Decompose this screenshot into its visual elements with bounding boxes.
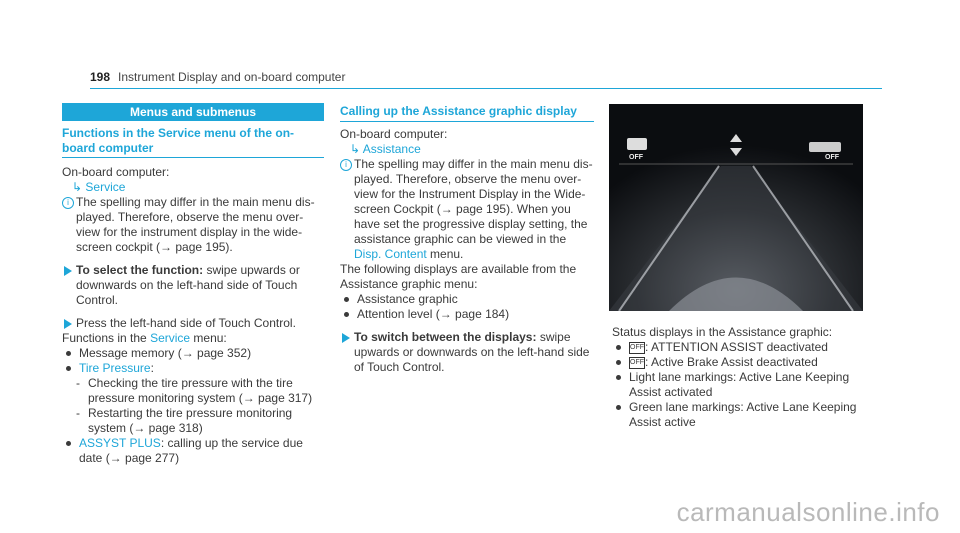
disp-content-link[interactable]: Disp. Content (354, 247, 427, 261)
text: Assist activated (629, 385, 713, 399)
section-heading (62, 126, 294, 156)
off-label-right: OFF (825, 154, 839, 161)
text: Assist active (629, 415, 696, 429)
attention-assist-off-icon: OFF (629, 342, 645, 354)
note-line: The spelling may differ in the main menu dis- (76, 195, 315, 209)
note (340, 157, 602, 262)
list-item (612, 355, 877, 370)
attention-assist-icon (627, 138, 647, 150)
service-link[interactable]: Service (150, 331, 191, 345)
text: : (150, 361, 154, 375)
note-line: screen cockpit (→ page 195). (76, 240, 233, 254)
step-press (62, 316, 327, 331)
text: Functions in the (62, 331, 151, 345)
note-line: assistance graphic can be viewed in the (354, 232, 567, 246)
header-rule (90, 88, 882, 89)
list-item (62, 346, 327, 361)
text: of Touch Control. (354, 360, 445, 374)
step-switch (340, 330, 602, 375)
list-item (612, 340, 877, 355)
text: Light lane markings: Active Lane Keeping (629, 370, 850, 384)
info-icon: i (62, 197, 74, 209)
sub-item: - Checking the tire pressure with the tire pressure monitoring system (→ page 317) (62, 376, 327, 406)
brake-assist-off-icon: OFF (629, 357, 645, 369)
step-text: Press the left-hand side of Touch Control. (76, 316, 296, 330)
note-line: view for the Instrument Display in the Wide- (354, 187, 586, 201)
note-line: screen Cockpit (→ page 195). When you (354, 202, 571, 216)
watermark: carmanualsonline.info (676, 497, 940, 527)
path-link[interactable]: Service (85, 180, 126, 194)
step-title: To switch between the displays: (354, 330, 537, 344)
list-item (612, 370, 877, 400)
column-3 (612, 325, 877, 430)
section-band: Menus and submenus (62, 103, 324, 121)
note-line: have set the progressive display setting, the (354, 217, 588, 231)
text: Assistance graphic (357, 292, 458, 306)
note-line: played. Therefore, observe the menu over- (354, 172, 582, 186)
text: Assistance graphic menu: (340, 277, 478, 291)
assyst-plus-link[interactable]: ASSYST PLUS (79, 436, 161, 450)
list-item (612, 400, 877, 430)
step-select (62, 263, 327, 308)
note-line: The spelling may differ in the main menu dis- (354, 157, 593, 171)
tire-pressure-link[interactable]: Tire Pressure (79, 361, 151, 375)
list-item (62, 436, 327, 451)
obc-label: On-board computer: (62, 165, 170, 179)
path-arrow-icon: ↳ (72, 180, 86, 194)
text: Checking the tire pressure with the tire (88, 376, 293, 390)
page-header (90, 70, 345, 84)
text: menu: (190, 331, 227, 345)
info-icon: i (340, 159, 352, 171)
note-line: view for the instrument display in the wide- (76, 225, 303, 239)
text: : Active Brake Assist deactivated (645, 355, 818, 369)
off-label-left: OFF (629, 154, 643, 161)
heading-line: Functions in the Service menu of the on- (62, 126, 295, 140)
column-2 (340, 127, 602, 375)
chapter-title: Instrument Display and on-board computer (118, 70, 346, 84)
note (62, 195, 327, 255)
text: swipe (536, 330, 571, 344)
menu-path (340, 142, 602, 157)
functions-intro (62, 331, 327, 346)
note-line: played. Therefore, observe the menu over- (76, 210, 304, 224)
list-item (62, 361, 327, 376)
heading-rule (62, 157, 324, 158)
list-item (340, 292, 602, 307)
column-1 (62, 165, 327, 466)
assistance-graphic-screen (609, 104, 863, 311)
step-text: swipe upwards or (203, 263, 300, 277)
list-item-cont: date (→ page 277) (79, 451, 180, 465)
text: upwards or downwards on the left-hand side (354, 345, 590, 359)
text: The following displays are available from the (340, 262, 577, 276)
page-number: 198 (90, 70, 111, 84)
step-arrow-icon (64, 266, 72, 276)
text: Restarting the tire pressure monitoring (88, 406, 293, 420)
text: : calling up the service due (160, 436, 303, 450)
path-link[interactable]: Assistance (362, 142, 421, 156)
brake-assist-icon (809, 142, 841, 152)
text: system (→ page 318) (88, 421, 203, 435)
heading-line: board computer (62, 141, 154, 155)
step-text: Control. (76, 293, 119, 307)
text: menu. (426, 247, 464, 261)
path-arrow-icon: ↳ (350, 142, 363, 156)
section-heading: Calling up the Assistance graphic display (340, 104, 577, 118)
text: Message memory (→ page 352) (79, 346, 252, 360)
assistance-graphic (609, 104, 863, 311)
step-title: To select the function: (76, 263, 204, 277)
obc-label: On-board computer: (340, 127, 448, 141)
step-text: downwards on the left-hand side of Touch (76, 278, 298, 292)
step-arrow-icon (64, 319, 72, 329)
text: : ATTENTION ASSIST deactivated (645, 340, 828, 354)
menu-path (62, 180, 327, 195)
heading-rule (340, 121, 594, 122)
text: pressure monitoring system (→ page 317) (88, 391, 313, 405)
status-title: Status displays in the Assistance graphic: (612, 325, 833, 339)
list-item (340, 307, 602, 322)
text: Green lane markings: Active Lane Keeping (629, 400, 857, 414)
step-arrow-icon (342, 333, 350, 343)
text: Attention level (→ page 184) (357, 307, 510, 321)
sub-item: - Restarting the tire pressure monitoring system (→ page 318) (62, 406, 327, 436)
